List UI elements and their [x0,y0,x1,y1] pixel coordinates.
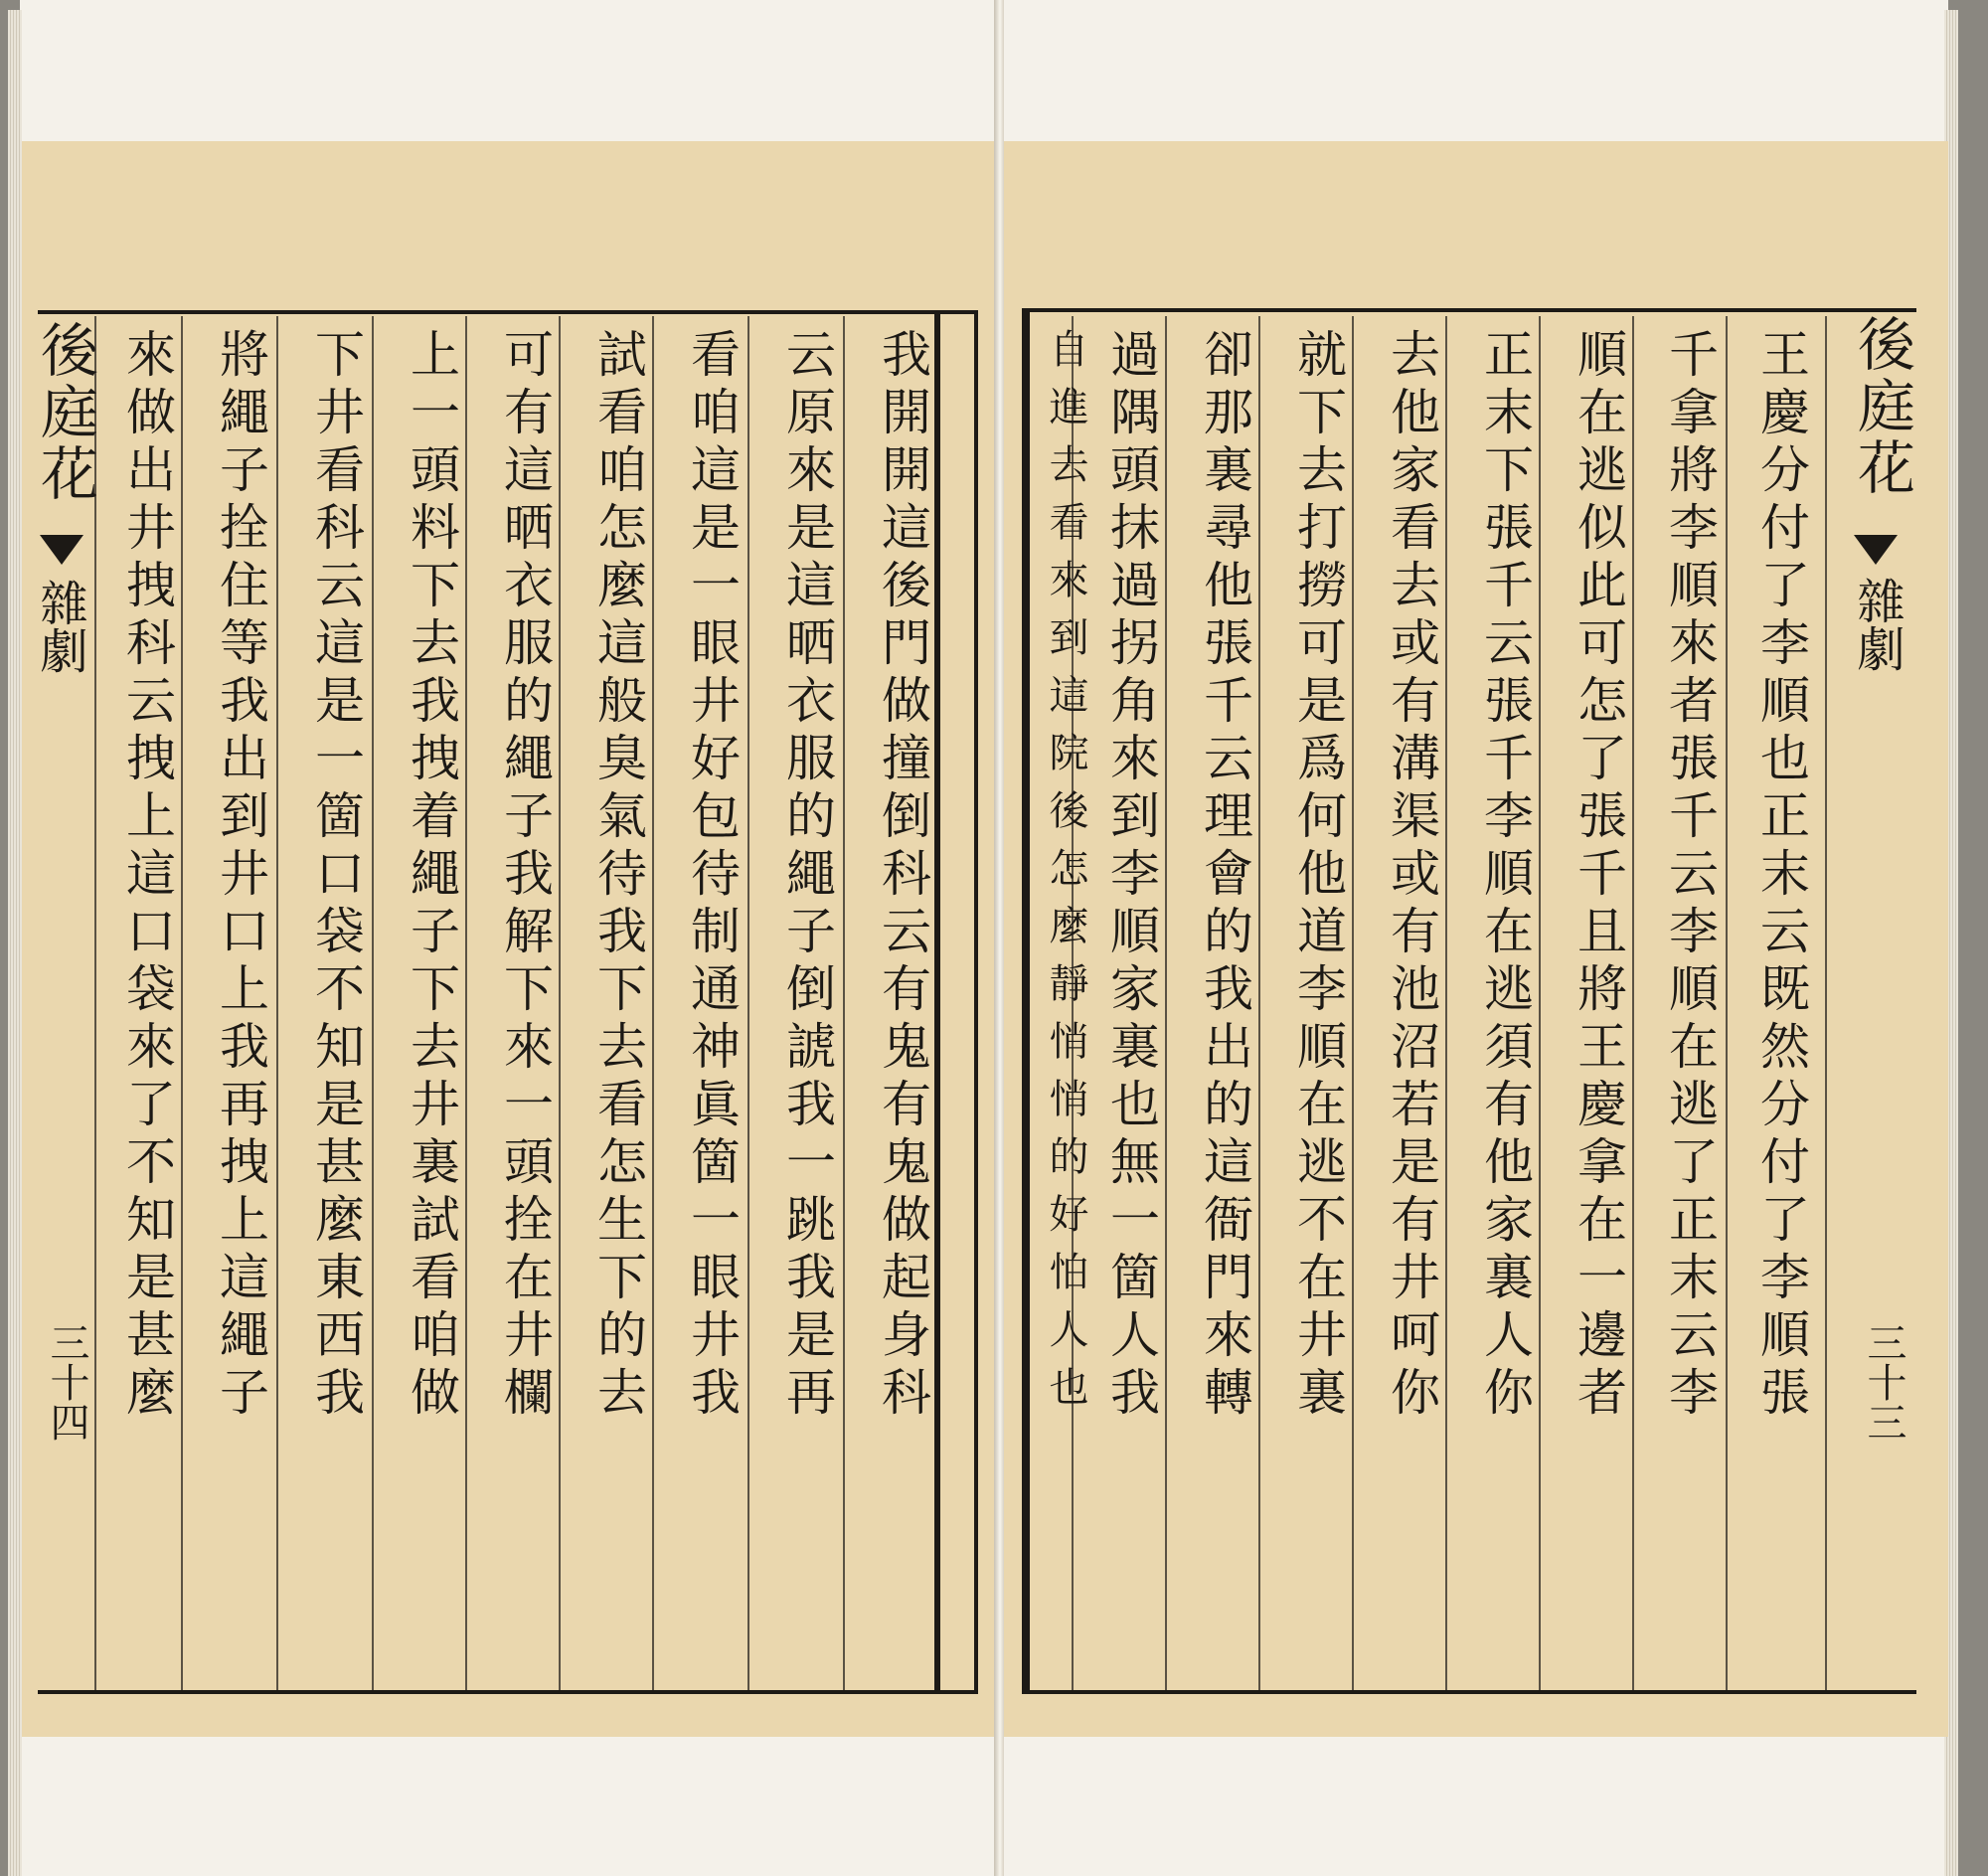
right-rule [1352,316,1354,1690]
left-margin-category: 雜劇 [32,579,87,674]
left-folio-number: 三十四 [44,1322,89,1442]
left-column-7: 下井看科云這是一箇口袋不知是甚麼東西我 [307,328,365,1424]
left-rule [276,316,278,1690]
left-column-6: 上一頭料下去我拽着繩子下去井裏試看咱做 [403,328,460,1424]
right-rule [1258,316,1260,1690]
right-rule [1165,316,1167,1690]
left-rule [559,316,561,1690]
right-column-5: 去他家看去或有溝渠或有池沼若是有井呵你 [1383,328,1440,1424]
book-gutter [994,0,1004,1876]
left-rule [843,316,845,1690]
left-frame-inner-edge [934,310,940,1694]
right-rule [1445,316,1447,1690]
right-rule [1632,316,1634,1690]
left-rule [181,316,183,1690]
left-column-9: 來做出井拽科云拽上這口袋來了不知是甚麼 [118,328,176,1424]
left-column-5: 可有這晒衣服的繩子我解下來一頭拴在井欄 [496,328,554,1424]
left-column-4: 試看咱怎麼這般臭氣待我下去看怎生下的去 [589,328,647,1424]
left-column-1: 我開開這後門做撞倒科云有鬼有鬼做起身科 [874,328,931,1424]
right-column-4: 正末下張千云張千李順在逃須有他家裏人你 [1476,328,1534,1424]
right-column-2: 千拿將李順來者張千云李順在逃了正末云李 [1661,328,1719,1424]
right-column-9: 自進去看來到這院後怎麼靜悄悄的好怕人也 [1043,328,1088,1424]
left-rule [372,316,374,1690]
right-margin-title: 後庭花 [1848,314,1915,499]
right-column-1: 王慶分付了李順也正末云既然分付了李順張 [1752,328,1810,1424]
right-frame-inner-edge [1022,308,1030,1694]
right-folio-number: 三十三 [1861,1322,1906,1442]
left-rule [747,316,749,1690]
left-margin-title: 後庭花 [31,320,98,505]
right-margin-category: 雜劇 [1849,577,1905,672]
left-rule [465,316,467,1690]
right-fishtail-icon [1854,535,1898,565]
right-column-6: 就下去打撈可是爲何他道李順在逃不在井裏 [1289,328,1347,1424]
right-column-7: 卻那裏尋他張千云理會的我出的這衙門來轉 [1196,328,1253,1424]
right-column-3: 順在逃似此可怎了張千且將王慶拿在一邊者 [1570,328,1627,1424]
left-column-3: 看咱這是一眼井好包待制通神眞箇一眼井我 [683,328,741,1424]
right-rule [1726,316,1728,1690]
left-fishtail-icon [40,535,83,565]
left-rule [652,316,654,1690]
right-column-8: 過隅頭抹過拐角來到李順家裏也無一箇人我 [1102,328,1160,1424]
right-rule [1539,316,1541,1690]
left-column-8: 將繩子拴住等我出到井口上我再拽上這繩子 [212,328,269,1424]
right-margin-rule [1825,316,1827,1690]
left-column-2: 云原來是這晒衣服的繩子倒諕我一跳我是再 [778,328,836,1424]
left-fore-edge [8,10,22,1876]
left-margin-rule [94,316,96,1690]
